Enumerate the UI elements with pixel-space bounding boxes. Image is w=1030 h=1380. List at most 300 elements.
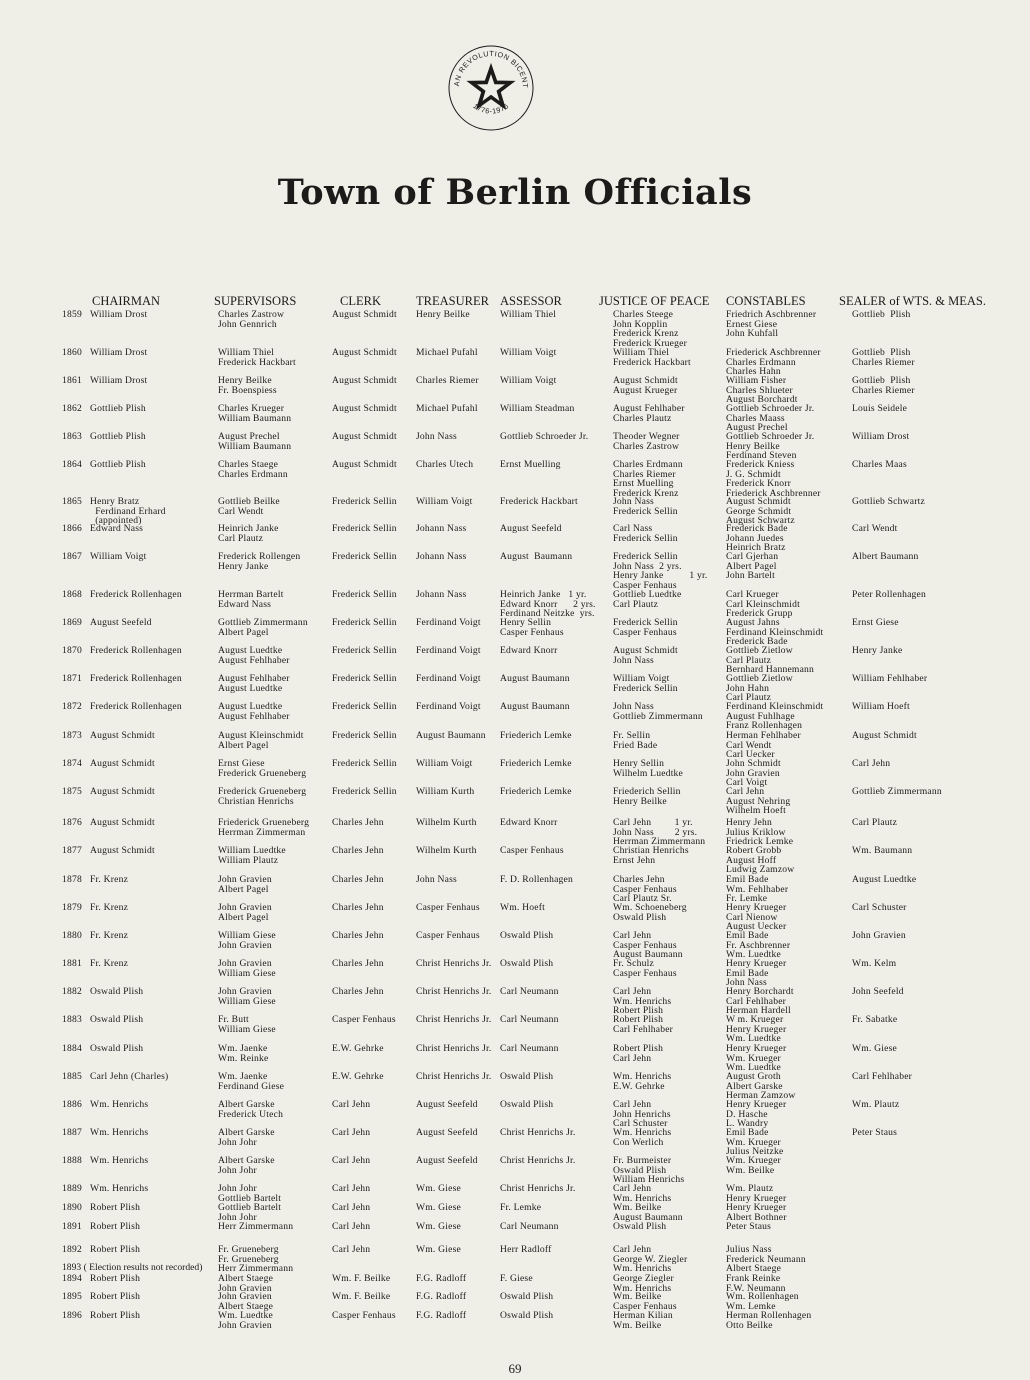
cell-constables: Friederick Aschbrenner Charles Erdmann Charles Hahn xyxy=(726,347,821,377)
cell-year: 1875 xyxy=(62,786,82,797)
cell-treasurer: William Voigt xyxy=(416,496,473,507)
cell-assessor: William Steadman xyxy=(500,403,575,414)
cell-justice: Friederich Sellin Henry Beilke xyxy=(613,786,681,807)
cell-year: 1882 xyxy=(62,986,82,997)
cell-supervisors: Frederick Grueneberg Christian Henrichs xyxy=(218,786,307,807)
bicentennial-emblem xyxy=(447,44,535,132)
cell-sealer: Carl Plautz xyxy=(852,817,898,828)
cell-sealer: Gottlieb Plish Charles Riemer xyxy=(852,347,915,368)
cell-clerk: Charles Jehn xyxy=(332,874,384,885)
cell-constables: W m. Krueger Henry Krueger Wm. Luedtke xyxy=(726,1014,787,1044)
cell-justice: William Voigt Frederick Sellin xyxy=(613,673,678,694)
cell-treasurer: F.G. Radloff xyxy=(416,1291,467,1302)
cell-treasurer: John Nass xyxy=(416,431,457,442)
cell-sealer: Gottlieb Zimmermann xyxy=(852,786,942,797)
cell-supervisors: John Gravien Albert Pagel xyxy=(218,902,272,923)
cell-justice: Fr. Burmeister Oswald Plish William Henrichs xyxy=(613,1155,685,1185)
cell-year: 1869 xyxy=(62,617,82,628)
cell-justice: Fr. Sellin Fried Bade xyxy=(613,730,658,751)
cell-justice: Wm. Beilke August Baumann xyxy=(613,1202,683,1223)
cell-supervisors: August Luedtke August Fehlhaber xyxy=(218,645,290,666)
cell-sealer: William Hoeft xyxy=(852,701,910,712)
cell-constables: Carl Jehn August Nehring Wilhelm Hoeft xyxy=(726,786,791,816)
cell-constables: Gottlieb Zietlow John Hahn Carl Plautz xyxy=(726,673,793,703)
cell-clerk: Frederick Sellin xyxy=(332,589,397,600)
cell-constables: Frederick Kniess J. G. Schmidt Frederick Knorr Friederick Aschbrenner xyxy=(726,459,821,499)
cell-treasurer: Ferdinand Voigt xyxy=(416,645,481,656)
cell-constables: Henry Borchardt Carl Fehlhaber Herman Hardell xyxy=(726,986,794,1016)
cell-supervisors: Herrman Bartelt Edward Nass xyxy=(218,589,284,610)
cell-supervisors: Albert Garske John Johr xyxy=(218,1155,275,1176)
cell-chairman: Frederick Rollenhagen xyxy=(90,701,182,712)
cell-supervisors: Herr Zimmermann xyxy=(218,1221,294,1232)
cell-assessor: Oswald Plish xyxy=(500,1310,554,1321)
cell-justice: Fr. Schulz Casper Fenhaus xyxy=(613,958,677,979)
cell-justice: Wm. Schoeneberg Oswald Plish xyxy=(613,902,687,923)
cell-clerk: August Schmidt xyxy=(332,309,397,320)
cell-clerk: Frederick Sellin xyxy=(332,673,397,684)
cell-supervisors: Henry Beilke Fr. Boenspiess xyxy=(218,375,277,396)
cell-supervisors: Wm. Luedtke John Gravien xyxy=(218,1310,273,1331)
cell-chairman: Gottlieb Plish xyxy=(90,459,146,470)
cell-treasurer: Wilhelm Kurth xyxy=(416,845,477,856)
cell-assessor: Oswald Plish xyxy=(500,958,554,969)
emblem-bottom-text: 1776-1976 xyxy=(471,101,511,116)
cell-chairman: Robert Plish xyxy=(90,1310,141,1321)
header-sealer: SEALER of WTS. & MEAS. xyxy=(839,294,986,308)
cell-constables: August Groth Albert Garske Herman Zamzow xyxy=(726,1071,796,1101)
cell-justice: Carl Jehn John Henrichs Carl Schuster xyxy=(613,1099,671,1129)
cell-constables: Wm. Krueger Wm. Beilke xyxy=(726,1155,781,1176)
cell-treasurer: Charles Riemer xyxy=(416,375,479,386)
cell-supervisors: Gottlieb Bartelt John Johr xyxy=(218,1202,282,1223)
cell-assessor: Carl Neumann xyxy=(500,1221,559,1232)
cell-sealer: Louis Seidele xyxy=(852,403,908,414)
cell-supervisors: Charles Krueger William Baumann xyxy=(218,403,292,424)
cell-constables: Carl Gjerhan Albert Pagel John Bartelt xyxy=(726,551,779,581)
cell-treasurer: Christ Henrichs Jr. xyxy=(416,1071,492,1082)
cell-sealer: Gottlieb Plish xyxy=(852,309,911,320)
cell-justice: Wm. Henrichs E.W. Gehrke xyxy=(613,1071,672,1092)
cell-chairman: Wm. Henrichs xyxy=(90,1127,149,1138)
cell-constables: Gottlieb Schroeder Jr. Charles Maass August Prechel xyxy=(726,403,815,433)
cell-constables: William Fisher Charles Shlueter August Borchardt xyxy=(726,375,798,405)
cell-sealer: John Seefeld xyxy=(852,986,904,997)
cell-constables: August Schmidt George Schmidt August Schwartz xyxy=(726,496,795,526)
cell-constables: Peter Staus xyxy=(726,1221,772,1232)
cell-justice: Charles Steege John Kopplin Frederick Krenz Frederick Krueger xyxy=(613,309,687,349)
cell-chairman: Gottlieb Plish xyxy=(90,403,146,414)
cell-assessor: Gottlieb Schroeder Jr. xyxy=(500,431,589,442)
cell-sealer: Carl Wendt xyxy=(852,523,898,534)
cell-supervisors: Wm. Jaenke Wm. Reinke xyxy=(218,1043,269,1064)
cell-sealer: Wm. Plautz xyxy=(852,1099,900,1110)
cell-year: 1872 xyxy=(62,701,82,712)
cell-supervisors: August Kleinschmidt Albert Pagel xyxy=(218,730,304,751)
cell-justice: Carl Jehn Wm. Henrichs Robert Plish xyxy=(613,986,672,1016)
cell-treasurer: Wm. Giese xyxy=(416,1202,461,1213)
cell-constables: Frank Reinke F.W. Neumann xyxy=(726,1273,786,1294)
cell-assessor: F. D. Rollenhagen xyxy=(500,874,573,885)
cell-year: 1867 xyxy=(62,551,82,562)
cell-treasurer: Henry Beilke xyxy=(416,309,470,320)
cell-chairman: Robert Plish xyxy=(90,1291,141,1302)
cell-treasurer: Wm. Giese xyxy=(416,1221,461,1232)
page-title: Town of Berlin Officials xyxy=(277,172,753,213)
cell-sealer: Albert Baumann xyxy=(852,551,919,562)
cell-supervisors: August Fehlhaber August Luedtke xyxy=(218,673,290,694)
cell-assessor: Friederich Lemke xyxy=(500,758,572,769)
cell-sealer: William Fehlhaber xyxy=(852,673,928,684)
cell-sealer: Fr. Sabatke xyxy=(852,1014,898,1025)
cell-clerk: Charles Jehn xyxy=(332,817,384,828)
cell-clerk: Charles Jehn xyxy=(332,902,384,913)
cell-justice: Henry Sellin Wilhelm Luedtke xyxy=(613,758,684,779)
cell-clerk: Charles Jehn xyxy=(332,958,384,969)
cell-assessor: Wm. Hoeft xyxy=(500,902,545,913)
cell-year: 1863 xyxy=(62,431,82,442)
cell-treasurer: Johann Nass xyxy=(416,523,467,534)
note-1893: 1893 ( Election results not recorded) xyxy=(62,1262,203,1273)
cell-sealer: John Gravien xyxy=(852,930,906,941)
cell-clerk: Charles Jehn xyxy=(332,930,384,941)
cell-sealer: Charles Maas xyxy=(852,459,907,470)
cell-chairman: August Schmidt xyxy=(90,758,155,769)
cell-year: 1865 xyxy=(62,496,82,507)
cell-supervisors: John Gravien William Giese xyxy=(218,986,276,1007)
cell-constables: Emil Bade Wm. Krueger Julius Neitzke xyxy=(726,1127,784,1157)
cell-assessor: F. Giese xyxy=(500,1273,533,1284)
cell-clerk: Frederick Sellin xyxy=(332,617,397,628)
cell-supervisors: Charles Staege Charles Erdmann xyxy=(218,459,288,480)
cell-year: 1881 xyxy=(62,958,82,969)
cell-year: 1860 xyxy=(62,347,82,358)
cell-year: 1879 xyxy=(62,902,82,913)
cell-year: 1890 xyxy=(62,1202,82,1213)
cell-treasurer: Christ Henrichs Jr. xyxy=(416,986,492,997)
cell-justice: Charles Jehn Casper Fenhaus Carl Plautz Sr. xyxy=(613,874,677,904)
cell-chairman: Frederick Rollenhagen xyxy=(90,673,182,684)
cell-chairman: Gottlieb Plish xyxy=(90,431,146,442)
cell-year: 1877 xyxy=(62,845,82,856)
emblem-top-text: AN REVOLUTION BICENT xyxy=(451,48,531,89)
cell-justice: Gottlieb Luedtke Carl Plautz xyxy=(613,589,682,610)
header-justice-of-peace: JUSTICE OF PEACE xyxy=(599,294,710,308)
header-clerk: CLERK xyxy=(340,294,381,308)
cell-year: 1894 xyxy=(62,1273,82,1284)
cell-chairman: Carl Jehn (Charles) xyxy=(90,1071,169,1082)
cell-sealer: Ernst Giese xyxy=(852,617,899,628)
cell-assessor: Oswald Plish xyxy=(500,1099,554,1110)
cell-sealer: Gottlieb Plish Charles Riemer xyxy=(852,375,915,396)
cell-chairman: Frederick Rollenhagen xyxy=(90,645,182,656)
cell-assessor: Frederick Hackbart xyxy=(500,496,578,507)
cell-constables: Gottlieb Schroeder Jr. Henry Beilke Ferdinand Steven xyxy=(726,431,815,461)
cell-assessor: Oswald Plish xyxy=(500,1291,554,1302)
cell-treasurer: William Voigt xyxy=(416,758,473,769)
cell-chairman: Fr. Krenz xyxy=(90,930,129,941)
cell-assessor: Ernst Muelling xyxy=(500,459,561,470)
cell-year: 1892 xyxy=(62,1244,82,1255)
cell-supervisors: Gottlieb Beilke Carl Wendt xyxy=(218,496,280,517)
header-supervisors: SUPERVISORS xyxy=(214,294,297,308)
cell-justice: Theoder Wegner Charles Zastrow xyxy=(613,431,680,452)
cell-chairman: Robert Plish xyxy=(90,1273,141,1284)
cell-justice: Oswald Plish xyxy=(613,1221,667,1232)
cell-chairman: August Schmidt xyxy=(90,730,155,741)
cell-justice: August Fehlhaber Charles Plautz xyxy=(613,403,685,424)
cell-year: 1895 xyxy=(62,1291,82,1302)
cell-chairman: Henry Bratz Ferdinand Erhard (appointed) xyxy=(90,496,166,526)
cell-chairman: William Voigt xyxy=(90,551,147,562)
cell-treasurer: Michael Pufahl xyxy=(416,347,478,358)
cell-treasurer: Charles Utech xyxy=(416,459,474,470)
cell-year: 1864 xyxy=(62,459,82,470)
header-assessor: ASSESSOR xyxy=(500,294,562,308)
cell-clerk: Carl Jehn xyxy=(332,1202,371,1213)
cell-chairman: August Schmidt xyxy=(90,845,155,856)
cell-constables: Emil Bade Wm. Fehlhaber Fr. Lemke xyxy=(726,874,789,904)
cell-sealer: Wm. Kelm xyxy=(852,958,897,969)
cell-assessor: Carl Neumann xyxy=(500,1014,559,1025)
cell-year: 1884 xyxy=(62,1043,82,1054)
cell-constables: August Jahns Ferdinand Kleinschmidt Frederick Bade xyxy=(726,617,824,647)
cell-sealer: August Luedtke xyxy=(852,874,917,885)
cell-clerk: Frederick Sellin xyxy=(332,645,397,656)
cell-clerk: Frederick Sellin xyxy=(332,701,397,712)
cell-clerk: Charles Jehn xyxy=(332,986,384,997)
page-number: 69 xyxy=(508,1361,522,1376)
cell-assessor: Oswald Plish xyxy=(500,930,554,941)
cell-justice: Frederick Sellin Casper Fenhaus xyxy=(613,617,678,638)
cell-sealer: William Drost xyxy=(852,431,910,442)
cell-chairman: Wm. Henrichs xyxy=(90,1155,149,1166)
cell-sealer: Carl Schuster xyxy=(852,902,907,913)
cell-assessor: William Voigt xyxy=(500,375,557,386)
cell-supervisors: August Prechel William Baumann xyxy=(218,431,292,452)
cell-sealer: August Schmidt xyxy=(852,730,917,741)
cell-treasurer: William Kurth xyxy=(416,786,475,797)
cell-treasurer: Casper Fenhaus xyxy=(416,902,480,913)
cell-treasurer: Christ Henrichs Jr. xyxy=(416,1043,492,1054)
cell-clerk: Casper Fenhaus xyxy=(332,1014,396,1025)
cell-justice: August Schmidt August Krueger xyxy=(613,375,678,396)
cell-supervisors: Ernst Giese Frederick Grueneberg xyxy=(218,758,307,779)
cell-justice: Frederick Sellin John Nass 2 yrs. Henry Janke 1 yr. Casper Fenhaus xyxy=(613,551,708,591)
cell-constables: Henry Krueger Albert Bothner xyxy=(726,1202,787,1223)
cell-justice: William Thiel Frederick Hackbart xyxy=(613,347,691,368)
cell-clerk: Carl Jehn xyxy=(332,1221,371,1232)
cell-assessor: August Baumann xyxy=(500,701,570,712)
cell-supervisors: Heinrich Janke Carl Plautz xyxy=(218,523,279,544)
cell-assessor: August Baumann xyxy=(500,551,573,562)
cell-year: 1883 xyxy=(62,1014,82,1025)
cell-justice: Carl Jehn Wm. Henrichs xyxy=(613,1183,672,1204)
cell-constables: Emil Bade Fr. Aschbrenner Wm. Luedtke xyxy=(726,930,791,960)
cell-justice: Christian Henrichs Ernst Jehn xyxy=(613,845,689,866)
cell-assessor: William Voigt xyxy=(500,347,557,358)
cell-supervisors: Friederick Grueneberg Herrman Zimmerman xyxy=(218,817,310,838)
cell-constables: Henry Jehn Julius Kriklow Friedrick Lemke xyxy=(726,817,794,847)
cell-treasurer: August Seefeld xyxy=(416,1155,478,1166)
cell-chairman: Fr. Krenz xyxy=(90,902,129,913)
cell-constables: Carl Krueger Carl Kleinschmidt Frederick Grupp xyxy=(726,589,801,619)
cell-clerk: Frederick Sellin xyxy=(332,551,397,562)
cell-treasurer: August Baumann xyxy=(416,730,486,741)
cell-treasurer: August Seefeld xyxy=(416,1127,478,1138)
cell-supervisors: Albert Garske John Johr xyxy=(218,1127,275,1148)
cell-clerk: Frederick Sellin xyxy=(332,730,397,741)
cell-supervisors: William Luedtke William Plautz xyxy=(218,845,286,866)
header-constables: CONSTABLES xyxy=(726,294,806,308)
cell-clerk: August Schmidt xyxy=(332,347,397,358)
cell-constables: Gottlieb Zietlow Carl Plautz Bernhard Hannemann xyxy=(726,645,815,675)
cell-treasurer: Michael Pufahl xyxy=(416,403,478,414)
cell-treasurer: John Nass xyxy=(416,874,457,885)
cell-clerk: Carl Jehn xyxy=(332,1244,371,1255)
cell-clerk: Wm. F. Beilke xyxy=(332,1273,391,1284)
cell-supervisors: John Gravien William Giese xyxy=(218,958,276,979)
cell-supervisors: John Johr Gottlieb Bartelt xyxy=(218,1183,282,1204)
cell-chairman: Robert Plish xyxy=(90,1202,141,1213)
cell-assessor: Edward Knorr xyxy=(500,645,558,656)
cell-assessor: Henry Sellin Casper Fenhaus xyxy=(500,617,564,638)
cell-chairman: August Schmidt xyxy=(90,786,155,797)
cell-year: 1861 xyxy=(62,375,82,386)
cell-supervisors: Fr. Butt William Giese xyxy=(218,1014,276,1035)
cell-justice: Charles Erdmann Charles Riemer Ernst Muelling Frederick Krenz xyxy=(613,459,683,499)
cell-constables: Herman Rollenhagen Otto Beilke xyxy=(726,1310,812,1331)
cell-clerk: Frederick Sellin xyxy=(332,786,397,797)
cell-clerk: Carl Jehn xyxy=(332,1127,371,1138)
cell-chairman: Oswald Plish xyxy=(90,1043,144,1054)
cell-year: 1866 xyxy=(62,523,82,534)
cell-justice: John Nass Gottlieb Zimmermann xyxy=(613,701,703,722)
cell-constables: Friedrich Aschbrenner Ernest Giese John Kuhfall xyxy=(726,309,817,339)
cell-treasurer: August Seefeld xyxy=(416,1099,478,1110)
cell-sealer: Gottlieb Schwartz xyxy=(852,496,925,507)
cell-constables: Herman Fehlhaber Carl Wendt Carl Uecker xyxy=(726,730,801,760)
cell-year: 1889 xyxy=(62,1183,82,1194)
cell-constables: Wm. Plautz Henry Krueger xyxy=(726,1183,787,1204)
cell-supervisors: William Giese John Gravien xyxy=(218,930,276,951)
cell-justice: Robert Plish Carl Fehlhaber xyxy=(613,1014,674,1035)
cell-assessor: Carl Neumann xyxy=(500,986,559,997)
cell-supervisors: William Thiel Frederick Hackbart xyxy=(218,347,296,368)
cell-assessor: August Seefeld xyxy=(500,523,562,534)
cell-supervisors: Frederick Rollengen Henry Janke xyxy=(218,551,301,572)
cell-treasurer: Johann Nass xyxy=(416,589,467,600)
cell-treasurer: Wm. Giese xyxy=(416,1244,461,1255)
cell-constables: Henry Krueger D. Hasche L. Wandry xyxy=(726,1099,787,1129)
cell-constables: Robert Grobb August Hoff Ludwig Zamzow xyxy=(726,845,795,875)
cell-chairman: Robert Plish xyxy=(90,1244,141,1255)
cell-supervisors: August Luedtke August Fehlhaber xyxy=(218,701,290,722)
cell-year: 1887 xyxy=(62,1127,82,1138)
cell-assessor: Heinrich Janke 1 yr. Edward Knorr 2 yrs. Ferdinand Neitzke yrs. xyxy=(500,589,596,619)
cell-justice: Wm. Henrichs Con Werlich xyxy=(613,1127,672,1148)
cell-clerk: August Schmidt xyxy=(332,431,397,442)
cell-constables: John Schmidt John Gravien Carl Voigt xyxy=(726,758,781,788)
cell-assessor: Christ Henrichs Jr. xyxy=(500,1183,576,1194)
cell-year: 1886 xyxy=(62,1099,82,1110)
cell-sealer: Peter Staus xyxy=(852,1127,898,1138)
cell-chairman: Fr. Krenz xyxy=(90,958,129,969)
cell-year: 1868 xyxy=(62,589,82,600)
cell-chairman: Robert Plish xyxy=(90,1221,141,1232)
cell-treasurer: Wilhelm Kurth xyxy=(416,817,477,828)
cell-treasurer: Christ Henrichs Jr. xyxy=(416,958,492,969)
cell-clerk: Carl Jehn xyxy=(332,1099,371,1110)
cell-year: 1870 xyxy=(62,645,82,656)
cell-chairman: Edward Nass xyxy=(90,523,144,534)
cell-chairman: William Drost xyxy=(90,347,148,358)
cell-clerk: Frederick Sellin xyxy=(332,496,397,507)
cell-constables: Henry Krueger Carl Nienow August Uecker xyxy=(726,902,787,932)
cell-chairman: Wm. Henrichs xyxy=(90,1183,149,1194)
cell-assessor: Herr Radloff xyxy=(500,1244,552,1255)
cell-chairman: Wm. Henrichs xyxy=(90,1099,149,1110)
cell-chairman: Oswald Plish xyxy=(90,986,144,997)
cell-year: 1891 xyxy=(62,1221,82,1232)
cell-constables: Ferdinand Kleinschmidt August Fuhlhage Franz Rollenhagen xyxy=(726,701,824,731)
cell-year: 1859 xyxy=(62,309,82,320)
cell-justice: Herman Kilian Wm. Beilke xyxy=(613,1310,673,1331)
cell-year: 1873 xyxy=(62,730,82,741)
cell-sealer: Henry Janke xyxy=(852,645,903,656)
cell-clerk: E.W. Gehrke xyxy=(332,1043,384,1054)
cell-treasurer: Christ Henrichs Jr. xyxy=(416,1014,492,1025)
cell-assessor: Friederich Lemke xyxy=(500,786,572,797)
cell-clerk: Carl Jehn xyxy=(332,1155,371,1166)
cell-justice: Carl Jehn George W. Ziegler Wm. Henrichs xyxy=(613,1244,688,1274)
cell-clerk: Frederick Sellin xyxy=(332,758,397,769)
bicentennial-star-icon xyxy=(447,44,535,132)
cell-assessor: Friederich Lemke xyxy=(500,730,572,741)
cell-treasurer: Casper Fenhaus xyxy=(416,930,480,941)
cell-chairman: William Drost xyxy=(90,375,148,386)
cell-sealer: Carl Jehn xyxy=(852,758,891,769)
cell-assessor: August Baumann xyxy=(500,673,570,684)
cell-sealer: Wm. Giese xyxy=(852,1043,897,1054)
cell-assessor: Edward Knorr xyxy=(500,817,558,828)
cell-chairman: Fr. Krenz xyxy=(90,874,129,885)
cell-supervisors: Albert Garske Frederick Utech xyxy=(218,1099,284,1120)
cell-justice: Carl Jehn Casper Fenhaus August Baumann xyxy=(613,930,683,960)
cell-supervisors: John Gravien Albert Pagel xyxy=(218,874,272,895)
cell-year: 1871 xyxy=(62,673,82,684)
cell-supervisors: John Gravien Albert Staege xyxy=(218,1291,274,1312)
cell-year: 1862 xyxy=(62,403,82,414)
cell-clerk: E.W. Gehrke xyxy=(332,1071,384,1082)
cell-supervisors: Fr. Grueneberg Fr. Grueneberg Herr Zimmermann xyxy=(218,1244,294,1274)
cell-chairman: August Schmidt xyxy=(90,817,155,828)
cell-clerk: Wm. F. Beilke xyxy=(332,1291,391,1302)
cell-supervisors: Albert Staege John Gravien xyxy=(218,1273,274,1294)
cell-constables: Henry Krueger Emil Bade John Nass xyxy=(726,958,787,988)
cell-year: 1880 xyxy=(62,930,82,941)
cell-year: 1885 xyxy=(62,1071,82,1082)
cell-justice: Robert Plish Carl Jehn xyxy=(613,1043,664,1064)
cell-chairman: Oswald Plish xyxy=(90,1014,144,1025)
cell-clerk: August Schmidt xyxy=(332,403,397,414)
cell-justice: Wm. Beilke Casper Fenhaus xyxy=(613,1291,677,1312)
cell-justice: George Ziegler Wm. Henrichs xyxy=(613,1273,674,1294)
cell-constables: Henry Krueger Wm. Krueger Wm. Luedtke xyxy=(726,1043,787,1073)
cell-justice: August Schmidt John Nass xyxy=(613,645,678,666)
cell-treasurer: Ferdinand Voigt xyxy=(416,673,481,684)
cell-assessor: Carl Neumann xyxy=(500,1043,559,1054)
